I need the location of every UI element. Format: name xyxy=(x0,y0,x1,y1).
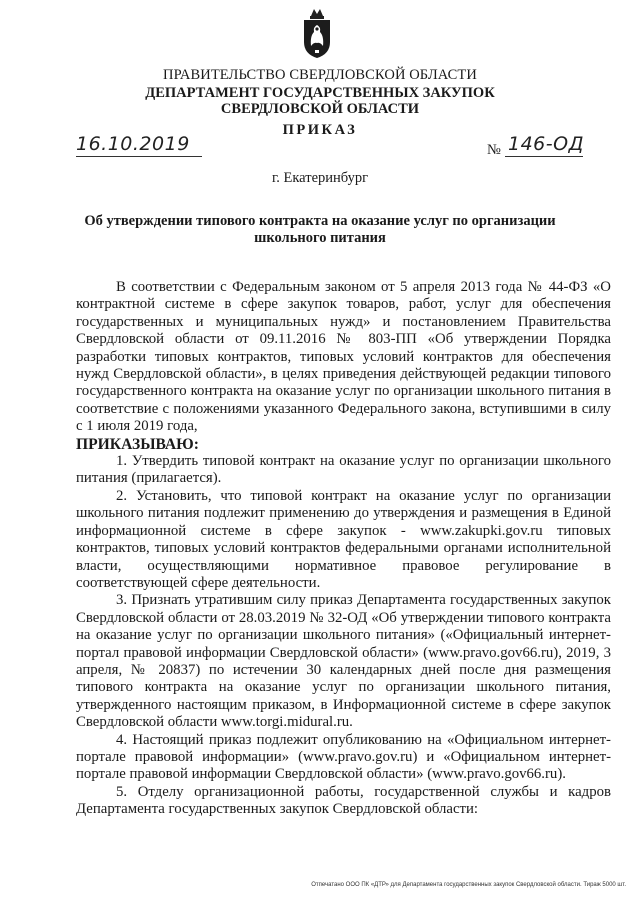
number-sign: № xyxy=(487,142,501,158)
order-body xyxy=(76,279,611,819)
city: г. Екатеринбург xyxy=(271,170,369,186)
order-title-line2: школьного питания xyxy=(254,230,386,246)
order-word: ПРИКАЗЫВАЮ: xyxy=(76,435,199,453)
order-item-3: 3. Признать утратившим силу приказ Департамента государственных закупок Свердловской области от 28.03.2019 № 32-ОД «Об утверждении типового контракта на оказание услуг по организации школьного питания» («Официальный интернет-портал правовой информации Свердловской области» (www.pravo.gov66.ru), 2019, 3 апреля, № 20837) по истечении 30 календарных дней после дня размещения типового контракта на оказание услуг по организации школьного питания, утвержденного настоящим приказом, в Информационной системе в сфере закупок Свердловской области www.torgi.midural.ru. xyxy=(76,592,611,731)
department-region: СВЕРДЛОВСКОЙ ОБЛАСТИ xyxy=(220,101,420,117)
order-item-5: 5. Отделу организационной работы, государственной службы и кадров Департамента государственных закупок Свердловской области: xyxy=(76,783,611,818)
order-number: 146-ОД xyxy=(508,133,584,155)
number-underline xyxy=(505,156,583,157)
printer-imprint: Отпечатано ООО ПК «ДТР» для Департамента государственных закупок Свердловской области. Тираж 5000 шт. xyxy=(311,882,626,888)
sverdlovsk-coat-of-arms-icon xyxy=(302,6,332,60)
order-date: 16.10.2019 xyxy=(76,133,190,155)
document-type: ПРИКАЗ xyxy=(282,122,358,138)
department-name: ДЕПАРТАМЕНТ ГОСУДАРСТВЕННЫХ ЗАКУПОК xyxy=(145,85,495,101)
order-title-line1: Об утверждении типового контракта на оказание услуг по организации xyxy=(84,213,556,229)
order-item-4: 4. Настоящий приказ подлежит опубликованию на «Официальном интернет-портале правовой информации» (www.pravo.gov.ru) и «Официальном интернет-портале правовой информации Свердловской области» (www.pravo.gov66.ru). xyxy=(76,731,611,783)
order-item-2: 2. Установить, что типовой контракт на оказание услуг по организации школьного питания подлежит применению до утверждения и размещения в Единой информационной системе в сфере закупок - www.zakupki.gov.ru типовых контрактов, типовых условий контрактов федеральными органами исполнительной власти, осуществляющими нормативное правовое регулирование в соответствующей сфере деятельности. xyxy=(76,487,611,591)
preamble-paragraph: В соответствии с Федеральным законом от 5 апреля 2013 года № 44-ФЗ «О контрактной системе в сфере закупок товаров, работ, услуг для обеспечения государственных и муниципальных нужд» и постановлением Правительства Свердловской области от 09.11.2016 № 803-ПП «Об утверждении Порядка разработки типовых контрактов, типовых условий контрактов для обеспечения нужд Свердловской области», в целях приведения действующей редакции типового государственного контракта на оказание услуг по организации школьного питания в соответствие с положениями указанного Федерального закона, вступившими в силу с 1 июля 2019 года, xyxy=(76,279,611,435)
order-title xyxy=(0,213,640,247)
date-underline xyxy=(76,156,202,157)
order-item-1: 1. Утвердить типовой контракт на оказание услуг по организации школьного питания (прилагается). xyxy=(76,453,611,487)
government-name: ПРАВИТЕЛЬСТВО СВЕРДЛОВСКОЙ ОБЛАСТИ xyxy=(163,67,477,83)
